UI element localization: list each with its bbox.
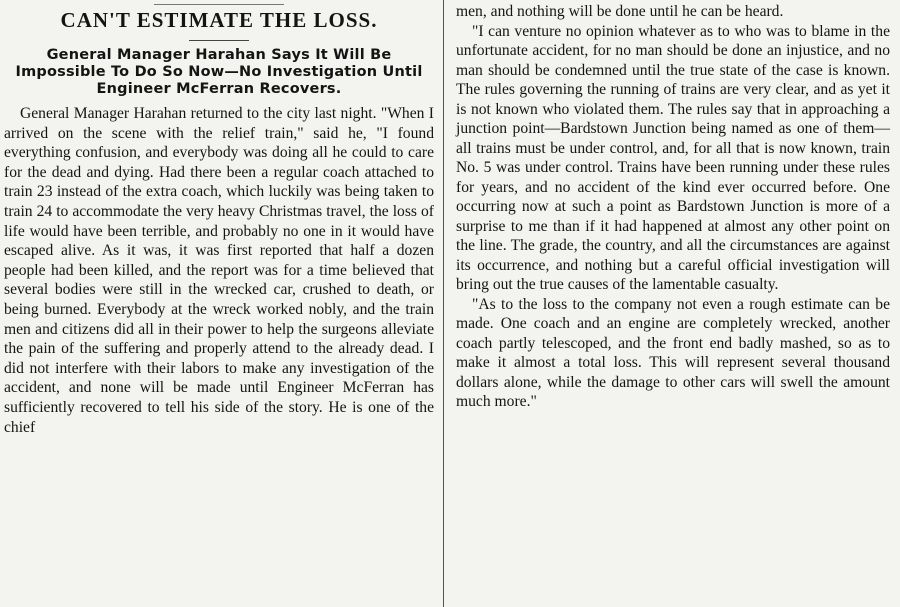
right-column	[448, 0, 900, 607]
left-column	[0, 0, 440, 607]
headline-rule	[189, 40, 249, 41]
paragraph-continued: men, and nothing will be done until he can be heard.	[456, 3, 784, 20]
left-body	[4, 104, 434, 437]
paragraph: General Manager Harahan returned to the city last night. "When I arrived on the scene with the relief train," said he, "I found everything confusion, and everybody was doing all he could to care for the dead and dying. Had there been a regular coach attached to train 23 instead of the extra coach, which luckily was being taken to train 24 to accommodate the very heavy Christmas travel, the loss of life would have been terrible, and probably no one in it would have escaped alive. As it was, it was first reported that half a dozen people had been killed, and the report was for a time believed that several bodies were still in the wrecked car, crushed to death, or being burned. Everybody at the wreck worked nobly, and the train men and citizens did all in their power to help the surgeons alleviate the pain of the suffering and properly attend to the already dead. I did not interfere with their labors to make any investigation of the accident, and none will be made until Engineer McFerran has sufficiently recovered to tell his side of the story. He is one of the chief	[4, 105, 434, 436]
right-body	[456, 2, 890, 412]
paragraph: "As to the loss to the company not even a rough estimate can be made. One coach and an engine are completely wrecked, another coach partly telescoped, and the front end badly mashed, so as to make it almost a total loss. This will represent several thousand dollars alone, while the damage to other cars will swell the amount much more."	[456, 295, 890, 410]
paragraph: "I can venture no opinion whatever as to who was to blame in the unfortunate accident, for no man should be done an injustice, and no man should be condemned until the true state of the case is known. The rules governing the running of trains are very clear, and as yet it is not known who violated them. The rules say that in approaching a junction point—Bardstown Junction being named as one of them—all trains must be under control, and, for all that is now known, train No. 5 was under control. Trains have been running under these rules for years, and no accident of the kind ever occurred before. One occurring now at such a point as Bardstown Junction is more of a surprise to me than if it had happened at almost any other point on the line. The grade, the country, and all the circumstances are against its occurrence, and nothing but a careful official investigation will bring out the true causes of the lamentable casualty.	[456, 22, 890, 293]
column-divider	[443, 0, 444, 607]
top-rule	[154, 4, 284, 5]
subheadline: General Manager Harahan Says It Will Be Impossible To Do So Now—No Investigation Until Engineer McFerran Recovers.	[15, 47, 423, 97]
headline: CAN'T ESTIMATE THE LOSS.	[60, 8, 378, 32]
